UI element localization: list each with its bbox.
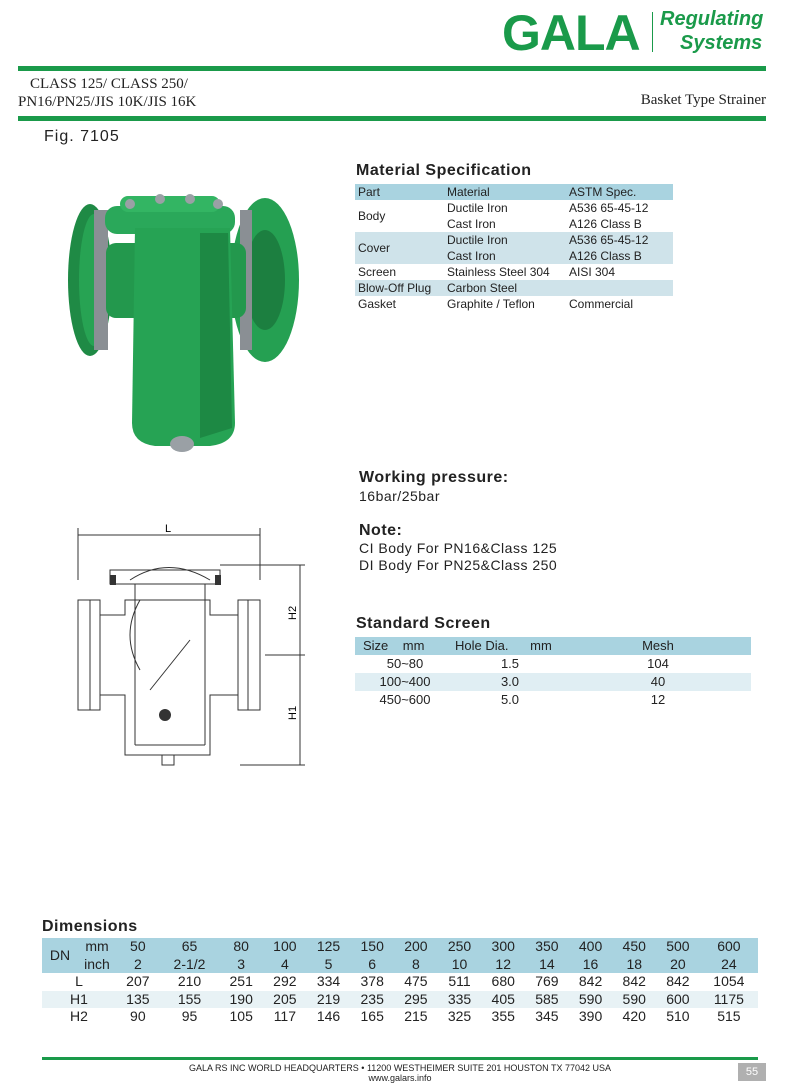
- dimensions-table: [42, 938, 758, 1026]
- table-cell: 40: [565, 673, 751, 691]
- table-cell: 842: [578, 973, 603, 989]
- table-cell: 250: [438, 938, 482, 956]
- table-cell: Ductile Iron: [447, 233, 508, 247]
- table-cell: 10: [438, 956, 482, 974]
- table-cell: 125: [307, 938, 351, 956]
- table-cell: 3.0: [455, 673, 565, 691]
- table-cell: 355: [491, 1008, 515, 1024]
- table-cell: 1.5: [500, 656, 520, 671]
- table-cell: 4: [263, 956, 307, 974]
- table-cell: 146: [316, 1008, 341, 1024]
- table-cell: A126 Class B: [569, 217, 642, 231]
- table-cell: 2: [116, 956, 160, 974]
- table-cell: 335: [438, 991, 482, 1009]
- note-title: Note:: [359, 522, 403, 539]
- note-line-1: CI Body For PN16&Class 125: [359, 540, 558, 556]
- table-cell: 500: [656, 938, 700, 956]
- table-cell: 104: [647, 656, 669, 671]
- table-cell: 165: [360, 1008, 384, 1024]
- table-cell: 95: [181, 1008, 198, 1024]
- pressure-class-line-2: PN16/PN25/JIS 10K/JIS 16K: [18, 94, 197, 110]
- table-cell: 515: [717, 1008, 741, 1024]
- working-pressure-title: Working pressure:: [359, 469, 509, 486]
- footer-address: GALA RS INC WORLD HEADQUARTERS • 11200 WESTHEIMER SUITE 201 HOUSTON TX 77042 USA: [188, 1063, 612, 1073]
- standard-screen-title: Standard Screen: [356, 615, 491, 632]
- table-cell: 150: [350, 938, 394, 956]
- standard-screen-table: [355, 637, 751, 709]
- table-cell: 475: [404, 973, 428, 989]
- table-cell: 450: [612, 938, 656, 956]
- table-cell: Graphite / Teflon: [447, 297, 535, 311]
- header-rule-bottom: [18, 116, 766, 121]
- table-cell: 251: [229, 973, 253, 989]
- footer-url[interactable]: www.galars.info: [368, 1073, 432, 1083]
- table-cell: 200: [394, 938, 438, 956]
- header-cell: ASTM Spec.: [569, 185, 637, 199]
- table-cell: 450~600: [379, 692, 431, 707]
- table-cell: 16: [569, 956, 613, 974]
- table-cell: Body: [358, 209, 386, 223]
- row-label: H2: [70, 1008, 88, 1024]
- brand-tagline-1: Regulating: [660, 8, 764, 30]
- table-row: [355, 673, 751, 691]
- table-header-row: [42, 956, 758, 974]
- table-cell: 769: [535, 973, 559, 989]
- table-cell: 390: [578, 1008, 603, 1024]
- table-cell: 345: [535, 1008, 559, 1024]
- table-cell: Cast Iron: [447, 217, 496, 231]
- footer-rule: [42, 1057, 758, 1060]
- table-cell: 235: [350, 991, 394, 1009]
- working-pressure-value: 16bar/25bar: [359, 488, 441, 504]
- table-cell: 1054: [713, 973, 745, 989]
- table-cell: 1175: [700, 991, 758, 1009]
- table-cell: 300: [481, 938, 525, 956]
- header-cell: Part: [358, 185, 381, 199]
- table-cell: [566, 280, 673, 296]
- table-row: [355, 296, 673, 312]
- brand-divider: [652, 12, 653, 52]
- table-cell: 378: [360, 973, 384, 989]
- table-cell: A536 65-45-12: [569, 233, 649, 247]
- inch-label: inch: [78, 956, 116, 974]
- table-cell: 400: [569, 938, 613, 956]
- material-spec-table: [355, 184, 673, 312]
- table-header-row: [355, 184, 673, 200]
- table-cell: Screen: [358, 265, 397, 279]
- mm-label: mm: [78, 938, 116, 956]
- dim-label-h2: H2: [287, 605, 299, 620]
- material-spec-title: Material Specification: [356, 162, 532, 179]
- table-cell: 90: [130, 1008, 146, 1024]
- table-cell: Stainless Steel 304: [447, 265, 550, 279]
- table-cell: 585: [525, 991, 569, 1009]
- brand-tagline-2: Systems: [680, 32, 763, 54]
- table-cell: 8: [394, 956, 438, 974]
- table-cell: 219: [307, 991, 351, 1009]
- table-cell: 50: [116, 938, 160, 956]
- table-row: [355, 691, 751, 709]
- table-cell: 600: [700, 938, 758, 956]
- table-row: [355, 264, 673, 280]
- table-cell: 190: [219, 991, 263, 1009]
- table-cell: 135: [116, 991, 160, 1009]
- table-cell: 5: [307, 956, 351, 974]
- table-cell: 325: [447, 1008, 472, 1024]
- table-cell: 215: [404, 1008, 428, 1024]
- table-cell: 680: [491, 973, 515, 989]
- table-cell: Cast Iron: [447, 249, 496, 263]
- table-cell: A126 Class B: [569, 249, 642, 263]
- table-cell: AISI 304: [569, 265, 616, 279]
- strainer-section-drawing: [60, 520, 310, 780]
- table-cell: 3: [219, 956, 263, 974]
- table-cell: 105: [229, 1008, 253, 1024]
- table-cell: 590: [612, 991, 656, 1009]
- pressure-class-line-1: CLASS 125/ CLASS 250/: [30, 76, 188, 92]
- table-cell: 5.0: [500, 692, 520, 707]
- table-cell: 50~80: [386, 656, 424, 671]
- table-cell: Gasket: [358, 297, 397, 311]
- table-cell: 210: [177, 973, 202, 989]
- table-row: [42, 973, 758, 991]
- table-cell: 842: [622, 973, 646, 989]
- product-type: Basket Type Strainer: [640, 92, 766, 108]
- table-cell: Blow-Off Plug: [358, 281, 432, 295]
- page-number: 55: [738, 1063, 766, 1081]
- table-cell: 405: [481, 991, 525, 1009]
- table-row: [42, 1008, 758, 1026]
- table-cell: 100: [263, 938, 307, 956]
- table-cell: 24: [700, 956, 758, 974]
- table-cell: 100~400: [355, 673, 455, 691]
- table-cell: 207: [126, 973, 150, 989]
- table-cell: 511: [448, 973, 471, 989]
- table-row: [355, 200, 673, 216]
- table-cell: 18: [612, 956, 656, 974]
- table-row: [355, 280, 673, 296]
- table-cell: 842: [666, 973, 690, 989]
- table-cell: 80: [219, 938, 263, 956]
- table-cell: 12: [650, 692, 666, 707]
- table-cell: 155: [160, 991, 220, 1009]
- table-row: [355, 655, 751, 673]
- dim-label-l: L: [165, 523, 172, 535]
- table-cell: 350: [525, 938, 569, 956]
- row-label: L: [75, 973, 83, 989]
- brand-logo: GALA: [502, 5, 640, 61]
- table-cell: 590: [569, 991, 613, 1009]
- table-cell: 65: [160, 938, 220, 956]
- table-cell: 600: [656, 991, 700, 1009]
- table-cell: 14: [525, 956, 569, 974]
- table-cell: 6: [350, 956, 394, 974]
- table-header-row: [42, 938, 758, 956]
- table-cell: 292: [273, 973, 297, 989]
- table-row: [355, 232, 673, 248]
- table-cell: 334: [316, 973, 341, 989]
- table-cell: 205: [263, 991, 307, 1009]
- table-cell: 20: [656, 956, 700, 974]
- table-cell: 420: [622, 1008, 646, 1024]
- table-cell: 117: [273, 1008, 297, 1024]
- table-header-row: [355, 637, 751, 655]
- strainer-product-image: [60, 188, 310, 463]
- table-cell: Commercial: [569, 297, 634, 311]
- header-cell: Mesh: [565, 637, 751, 655]
- table-row: [42, 991, 758, 1009]
- table-cell: Cover: [358, 241, 391, 255]
- table-cell: A536 65-45-12: [569, 201, 649, 215]
- table-cell: Carbon Steel: [447, 281, 518, 295]
- figure-number: Fig. 7105: [44, 128, 120, 145]
- header-cell: Hole Dia. mm: [455, 637, 565, 655]
- row-label: H1: [42, 991, 116, 1009]
- note-line-2: DI Body For PN25&Class 250: [359, 557, 558, 573]
- dimensions-title: Dimensions: [42, 918, 138, 935]
- table-cell: 12: [481, 956, 525, 974]
- table-cell: 510: [666, 1008, 690, 1024]
- dim-label-h1: H1: [287, 705, 299, 720]
- header-cell: Material: [447, 185, 490, 199]
- table-cell: 295: [394, 991, 438, 1009]
- header-cell: Size mm: [355, 637, 455, 655]
- dn-label: DN: [42, 938, 78, 973]
- header-rule-top: [18, 66, 766, 71]
- table-cell: Ductile Iron: [447, 201, 508, 215]
- table-cell: 2-1/2: [160, 956, 220, 974]
